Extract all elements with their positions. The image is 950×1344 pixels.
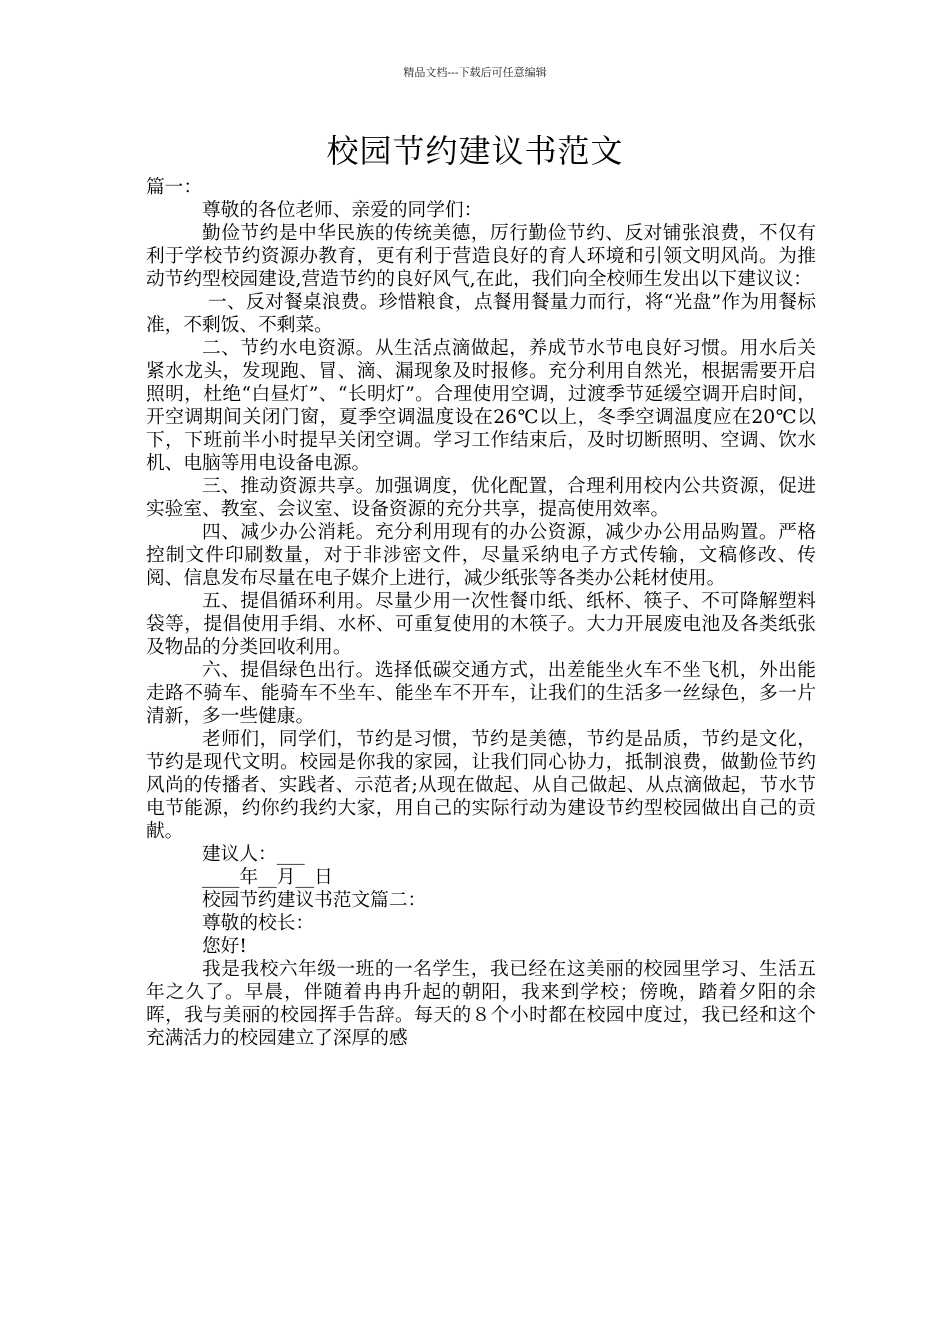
- paragraph-salutation-2: 尊敬的校长：: [202, 913, 315, 934]
- paragraph-item-5: 五、提倡循环利用。尽量少用一次性餐巾纸、纸杯、筷子、不可降解塑料袋等，提倡使用手绢、水杯、可重复使用的木筷子。大力开展废电池及各类纸张及物品的分类回收利用。: [146, 591, 816, 658]
- document-title: 校园节约建议书范文: [326, 132, 624, 170]
- paragraph-item-4: 四、减少办公消耗。充分利用现有的办公资源，减少办公用品购置。严格控制文件印刷数量，对于非涉密文件，尽量采纳电子方式传输，文稿修改、传阅、信息发布尽量在电子媒介上进行，减少纸张等各类办公耗材使用。: [146, 522, 816, 589]
- paragraph-letter-body: 我是我校六年级一班的一名学生，我已经在这美丽的校园里学习、生活五年之久了。早晨，伴随着冉冉升起的朝阳，我来到学校；傍晚，踏着夕阳的余晖，我与美丽的校园挥手告辞。每天的８个小时都在校园中度过，我已经和这个充满活力的校园建立了深厚的感: [146, 959, 816, 1049]
- paragraph-item-3: 三、推动资源共享。加强调度，优化配置，合理利用校内公共资源，促进实验室、教室、会议室、设备资源的充分共享，提高使用效率。: [146, 476, 816, 520]
- document-body: [146, 176, 816, 1050]
- paragraph-item-1: 一、反对餐桌浪费。珍惜粮食，点餐用餐量力而行，将“光盘”作为用餐标准，不剩饭、不剩菜。: [146, 292, 816, 336]
- paragraph-signature: 建议人：___: [202, 844, 305, 865]
- paragraph-part-two-title: 校园节约建议书范文篇二：: [202, 890, 427, 911]
- paragraph-salutation: 尊敬的各位老师、亲爱的同学们：: [202, 200, 483, 221]
- paragraph-item-6: 六、提倡绿色出行。选择低碳交通方式，出差能坐火车不坐飞机，外出能走路不骑车、能骑车不坐车、能坐车不开车，让我们的生活多一丝绿色，多一片清新，多一些健康。: [146, 660, 816, 727]
- paragraph-date: ____年__月__日: [202, 867, 333, 888]
- page-header-watermark: 精品文档---下载后可任意编辑: [403, 66, 547, 79]
- paragraph-greeting-2: 您好!: [202, 936, 247, 957]
- paragraph-intro: 勤俭节约是中华民族的传统美德，厉行勤俭节约、反对铺张浪费，不仅有利于学校节约资源办教育，更有利于营造良好的育人环境和引领文明风尚。为推动节约型校园建设,营造节约的良好风气,在此，我们向全校师生发出以下建议议：: [146, 223, 816, 290]
- paragraph-closing: 老师们，同学们，节约是习惯，节约是美德，节约是品质，节约是文化，节约是现代文明。校园是你我的家园，让我们同心协力，抵制浪费，做勤俭节约风尚的传播者、实践者、示范者;从现在做起、从自己做起、从点滴做起，节水节电节能源，约你约我约大家，用自己的实际行动为建设节约型校园做出自己的贡献。: [146, 729, 816, 842]
- paragraph-section-label: 篇一：: [146, 177, 203, 198]
- paragraph-item-2: 二、节约水电资源。从生活点滴做起，养成节水节电良好习惯。用水后关紧水龙头，发现跑、冒、滴、漏现象及时报修。充分利用自然光，根据需要开启照明，杜绝“白昼灯”、“长明灯”。合理使用空调，过渡季节延缓空调开启时间，开空调期间关闭门窗，夏季空调温度设在26℃以上，冬季空调温度应在20℃以下，下班前半小时提早关闭空调。学习工作结束后，及时切断照明、空调、饮水机、电脑等用电设备电源。: [146, 338, 816, 474]
